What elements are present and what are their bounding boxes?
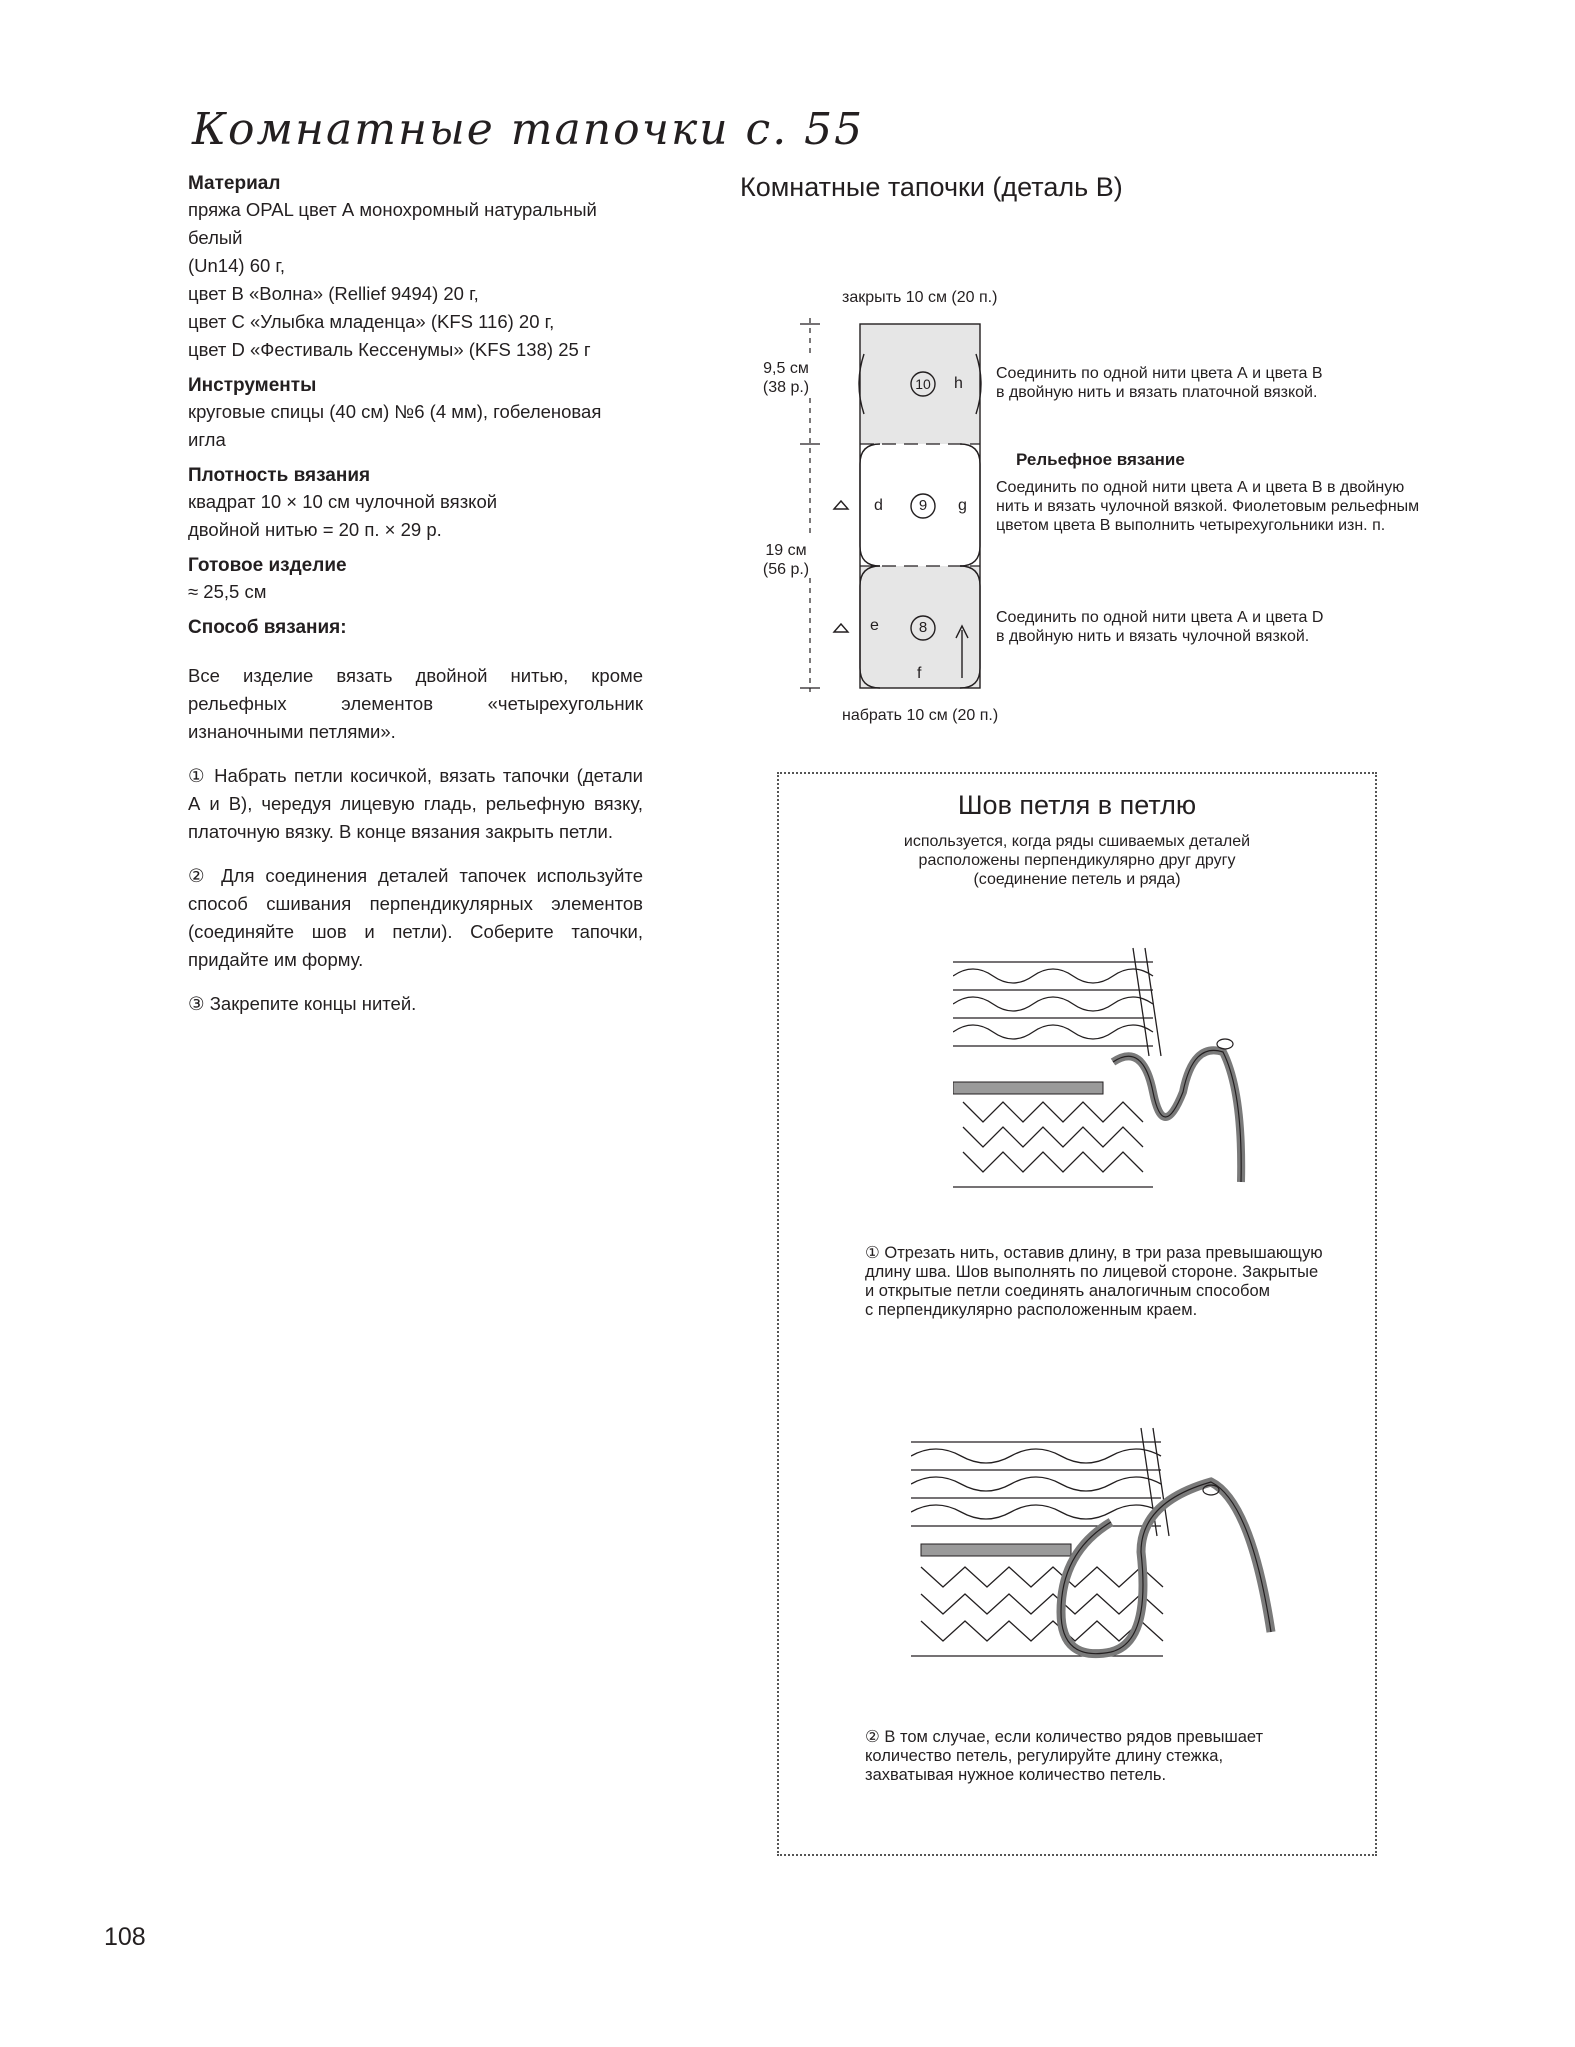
note-top: [996, 364, 1323, 402]
step-line: и открытые петли соединять аналогичным способом: [865, 1282, 1270, 1300]
seam-title: Шов петля в петлю: [957, 790, 1197, 820]
dimension-label-1: [762, 359, 810, 397]
dimension-rows: (56 р.): [762, 561, 810, 578]
step-line: ② В том случае, если количество рядов превышает: [865, 1728, 1264, 1746]
seam-step-1: [865, 1244, 1323, 1320]
tools-section: [188, 374, 643, 454]
dimension-label-2: [762, 541, 810, 579]
method-step-3: ③ Закрепите концы нитей.: [188, 993, 417, 1014]
pattern-heading: Комнатные тапочки (деталь В): [740, 172, 1123, 202]
note-line: нить и вязать чулочной вязкой. Фиолетовым рельефным: [996, 498, 1420, 515]
seam-subtitle: [779, 832, 1375, 889]
subtitle-line: расположены перпендикулярно друг другу: [918, 852, 1236, 869]
size-section: [188, 554, 643, 606]
size-heading: Готовое изделие: [188, 555, 347, 576]
gauge-section: [188, 464, 643, 544]
seam-instructions-box: [777, 772, 1377, 1856]
pattern-bottom-label: набрать 10 см (20 п.): [842, 707, 999, 724]
tools-line: круговые спицы (40 см) №6 (4 мм), гобеленовая игла: [188, 401, 602, 450]
material-section: [188, 172, 643, 364]
page-number: 108: [104, 1923, 146, 1951]
note-line: Соединить по одной нити цвета А и цвета B в двойную: [996, 479, 1405, 496]
number-8: 8: [918, 619, 928, 636]
gauge-heading: Плотность вязания: [188, 465, 371, 486]
dimension-rows: (38 р.): [762, 379, 810, 396]
note-line: Соединить по одной нити цвета А и цвета D: [996, 609, 1324, 626]
note-line: в двойную нить и вязать платочной вязкой.: [996, 384, 1318, 401]
material-line: пряжа OPAL цвет А монохромный натуральный белый: [188, 199, 597, 248]
method-step-1: ① Набрать петли косичкой, вязать тапочки (детали А и В), чередуя лицевую гладь, рельефную вязку, платочную вязку. В конце вязания закрыть петли.: [188, 765, 643, 842]
relief-heading: Рельефное вязание: [1016, 450, 1185, 469]
dimension-value: 9,5 см: [763, 360, 809, 377]
material-heading: Материал: [188, 173, 281, 194]
material-line: цвет C «Улыбка младенца» (KFS 116) 20 г,: [188, 311, 555, 332]
step-line: длину шва. Шов выполнять по лицевой стороне. Закрытые: [865, 1263, 1319, 1281]
seam-illustration-1: [953, 942, 1253, 1212]
step-line: с перпендикулярно расположенным краем.: [865, 1301, 1198, 1319]
method-section: [188, 616, 643, 1018]
seam-step-2: [865, 1728, 1263, 1785]
letter-e: e: [870, 617, 879, 634]
method-step-2: ② Для соединения деталей тапочек используйте способ сшивания перпендикулярных элементов (соединяйте шов и петли). Соберите тапочки, придайте им форму.: [188, 865, 643, 970]
step-line: захватывая нужное количество петель.: [865, 1766, 1167, 1784]
seam-illustration-2: [911, 1422, 1291, 1682]
note-line: в двойную нить и вязать чулочной вязкой.: [996, 628, 1310, 645]
number-10: 10: [915, 376, 931, 392]
note-bottom: [996, 608, 1323, 646]
material-line: цвет B «Волна» (Rellief 9494) 20 г,: [188, 283, 479, 304]
size-line: ≈ 25,5 см: [188, 581, 267, 602]
letter-d: d: [874, 497, 883, 514]
subtitle-line: (соединение петель и ряда): [973, 871, 1181, 888]
subtitle-line: используется, когда ряды сшиваемых деталей: [903, 833, 1251, 850]
pattern-top-label: закрыть 10 см (20 п.): [842, 289, 998, 306]
note-line: Соединить по одной нити цвета А и цвета B: [996, 365, 1323, 382]
dimension-value: 19 см: [765, 542, 807, 559]
material-line: (Un14) 60 г,: [188, 255, 286, 276]
letter-h: h: [954, 375, 963, 392]
instructions-column: [188, 172, 643, 1034]
method-paragraph: Все изделие вязать двойной нитью, кроме рельефных элементов «четырехугольник изнаночными петлями».: [188, 665, 643, 742]
tools-heading: Инструменты: [188, 375, 317, 396]
note-line: цветом цвета B выполнить четырехугольники изн. п.: [996, 517, 1386, 534]
triangle-icon: [834, 624, 848, 632]
number-9: 9: [918, 497, 928, 514]
letter-f: f: [917, 665, 922, 682]
gauge-line: квадрат 10 × 10 см чулочной вязкой: [188, 491, 498, 512]
step-line: ① Отрезать нить, оставив длину, в три раза превышающую: [865, 1244, 1323, 1262]
note-middle: [996, 478, 1419, 535]
material-line: цвет D «Фестиваль Кессенумы» (KFS 138) 25 г: [188, 339, 591, 360]
triangle-icon: [834, 501, 848, 509]
letter-g: g: [958, 497, 967, 514]
step-line: количество петель, регулируйте длину стежка,: [865, 1747, 1224, 1765]
gauge-line: двойной нитью = 20 п. × 29 р.: [188, 519, 442, 540]
page-title: Комнатные тапочки с. 55: [192, 104, 865, 155]
method-heading: Способ вязания:: [188, 617, 347, 638]
